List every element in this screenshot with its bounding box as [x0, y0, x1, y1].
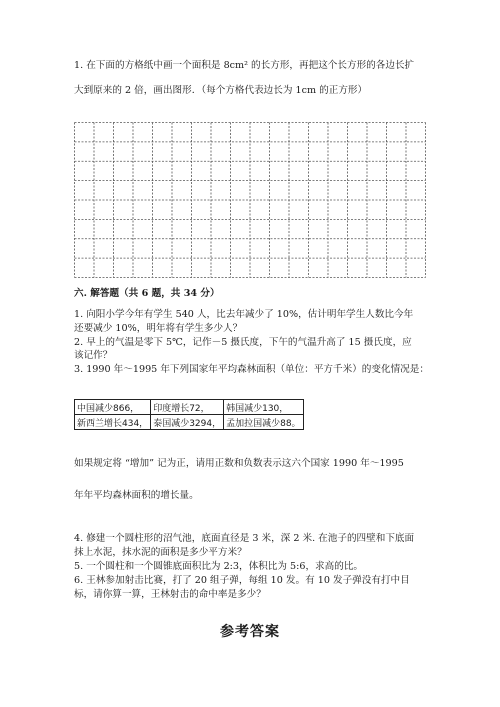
forest-area-table	[74, 399, 304, 430]
question-3-line-1: 3. 1990 年～1995 年下列国家年平均森林面积（单位：平方千米）的变化情况是：	[74, 364, 429, 375]
question-4-line-1: 4. 修建一个圆柱形的沼气池，底面直径是 3 米，深 2 米. 在池子的四壁和下底面	[74, 533, 415, 544]
question-1-line-1: 1. 向阳小学今年有学生 540 人，比去年减少了 10%，估计明年学生人数比今年	[74, 309, 414, 320]
table-row	[75, 415, 304, 430]
section-heading: 六. 解答题（共 6 题，共 34 分）	[74, 288, 220, 299]
table-cell: 韩国减少130，	[224, 400, 303, 415]
question-4-line-2: 抹上水泥，抹水泥的面积是多少平方米？	[74, 547, 247, 558]
question-6-line-2: 标，请你算一算，王林射击的命中率是多少？	[74, 589, 266, 600]
table-cell: 孟加拉国减少88。	[224, 415, 303, 430]
question-5-line-1: 5. 一个圆柱和一个圆锥底面积比为 2:3，体积比为 5:6，求高的比。	[74, 561, 364, 572]
question-1-line-2: 还要减少 10%，明年将有学生多少人？	[74, 323, 243, 334]
graph-paper-grid	[74, 122, 426, 278]
table-cell: 中国减少866，	[75, 400, 151, 415]
table-row	[75, 400, 304, 415]
table-cell: 新西兰增长434，	[75, 415, 151, 430]
question-3-instruction-1: 如果规定将 “增加” 记为正，请用正数和负数表示这六个国家 1990 年～1995	[74, 458, 404, 469]
answers-title: 参考答案	[220, 624, 280, 640]
question-2-line-2: 该记作？	[74, 350, 113, 361]
table-cell: 泰国减少3294，	[151, 415, 224, 430]
table-cell: 印度增长72，	[151, 400, 224, 415]
question-6-line-1: 6. 王林参加射击比赛，打了 20 组子弹，每组 10 发。有 10 发子弹没有打中目	[74, 575, 410, 586]
instruction-line-1: 1. 在下面的方格纸中画一个面积是 8cm² 的长方形，再把这个长方形的各边长扩	[74, 60, 415, 71]
question-2-line-1: 2. 早上的气温是零下 5℃，记作－5 摄氏度，下午的气温升高了 15 摄氏度，应	[74, 337, 412, 348]
question-3-instruction-2: 年年平均森林面积的增长量。	[74, 490, 199, 501]
instruction-line-2: 大到原来的 2 倍，画出图形．（每个方格代表边长为 1cm 的正方形）	[74, 85, 368, 96]
